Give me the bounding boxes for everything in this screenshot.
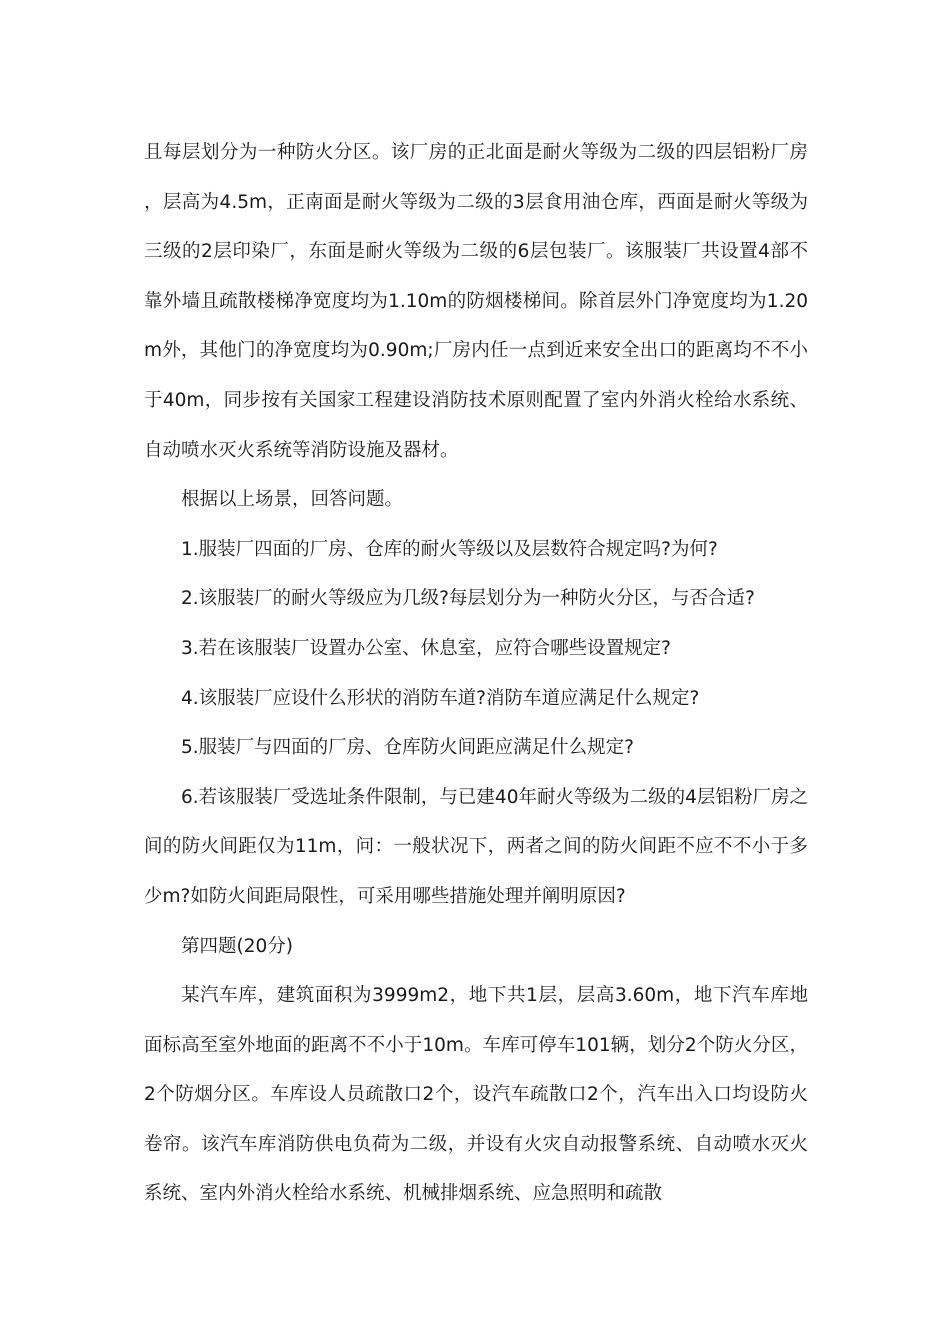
question-3: 3.若在该服装厂设置办公室、休息室，应符合哪些设置规定? (181, 637, 671, 659)
document-body (144, 128, 808, 1219)
question-5: 5.服装厂与四面的厂房、仓库防火间距应满足什么规定? (181, 737, 634, 759)
question-2: 2.该服装厂的耐火等级应为几级?每层划分为一种防火分区，与否合适? (181, 588, 755, 610)
question-1: 1.服装厂四面的厂房、仓库的耐火等级以及层数符合规定吗?为何? (181, 538, 718, 560)
paragraph-factory-description: 且每层划分为一种防火分区。该厂房的正北面是耐火等级为二级的四层铝粉厂房，层高为4.5m，正南面是耐火等级为二级的3层食用油仓库，西面是耐火等级为三级的2层印染厂，东面是耐火等级为二级的6层包装厂。该服装厂共设置4部不靠外墙且疏散楼梯净宽度均为1.10m的防烟楼梯间。除首层外门净宽度均为1.20m外，其他门的净宽度均为0.90m;厂房内任一点到近来安全出口的距离均不不小于40m，同步按有关国家工程建设消防技术原则配置了室内外消火栓给水系统、自动喷水灭火系统等消防设施及器材。 (144, 142, 808, 461)
question-4: 4.该服装厂应设什么形状的消防车道?消防车道应满足什么规定? (181, 687, 700, 709)
question-6: 6.若该服装厂受选址条件限制，与已建40年耐火等级为二级的4层铝粉厂房之间的防火间距仅为11m，问：一般状况下，两者之间的防火间距不应不不小于多少m?如防火间距局限性，可采用哪些措施处理并阐明原因? (144, 786, 808, 907)
paragraph-instruction: 根据以上场景，回答问题。 (181, 489, 404, 511)
paragraph-garage-description: 某汽车库，建筑面积为3999m2，地下共1层，层高3.60m，地下汽车库地面标高至室外地面的距离不不小于10m。车库可停车101辆，划分2个防火分区，2个防烟分区。车库设人员疏散口2个，设汽车疏散口2个，汽车出入口均设防火卷帘。该汽车库消防供电负荷为二级，并设有火灾自动报警系统、自动喷水灭火系统、室内外消火栓给水系统、机械排烟系统、应急照明和疏散 (144, 985, 808, 1205)
section-heading-question-four: 第四题(20分) (181, 935, 293, 957)
